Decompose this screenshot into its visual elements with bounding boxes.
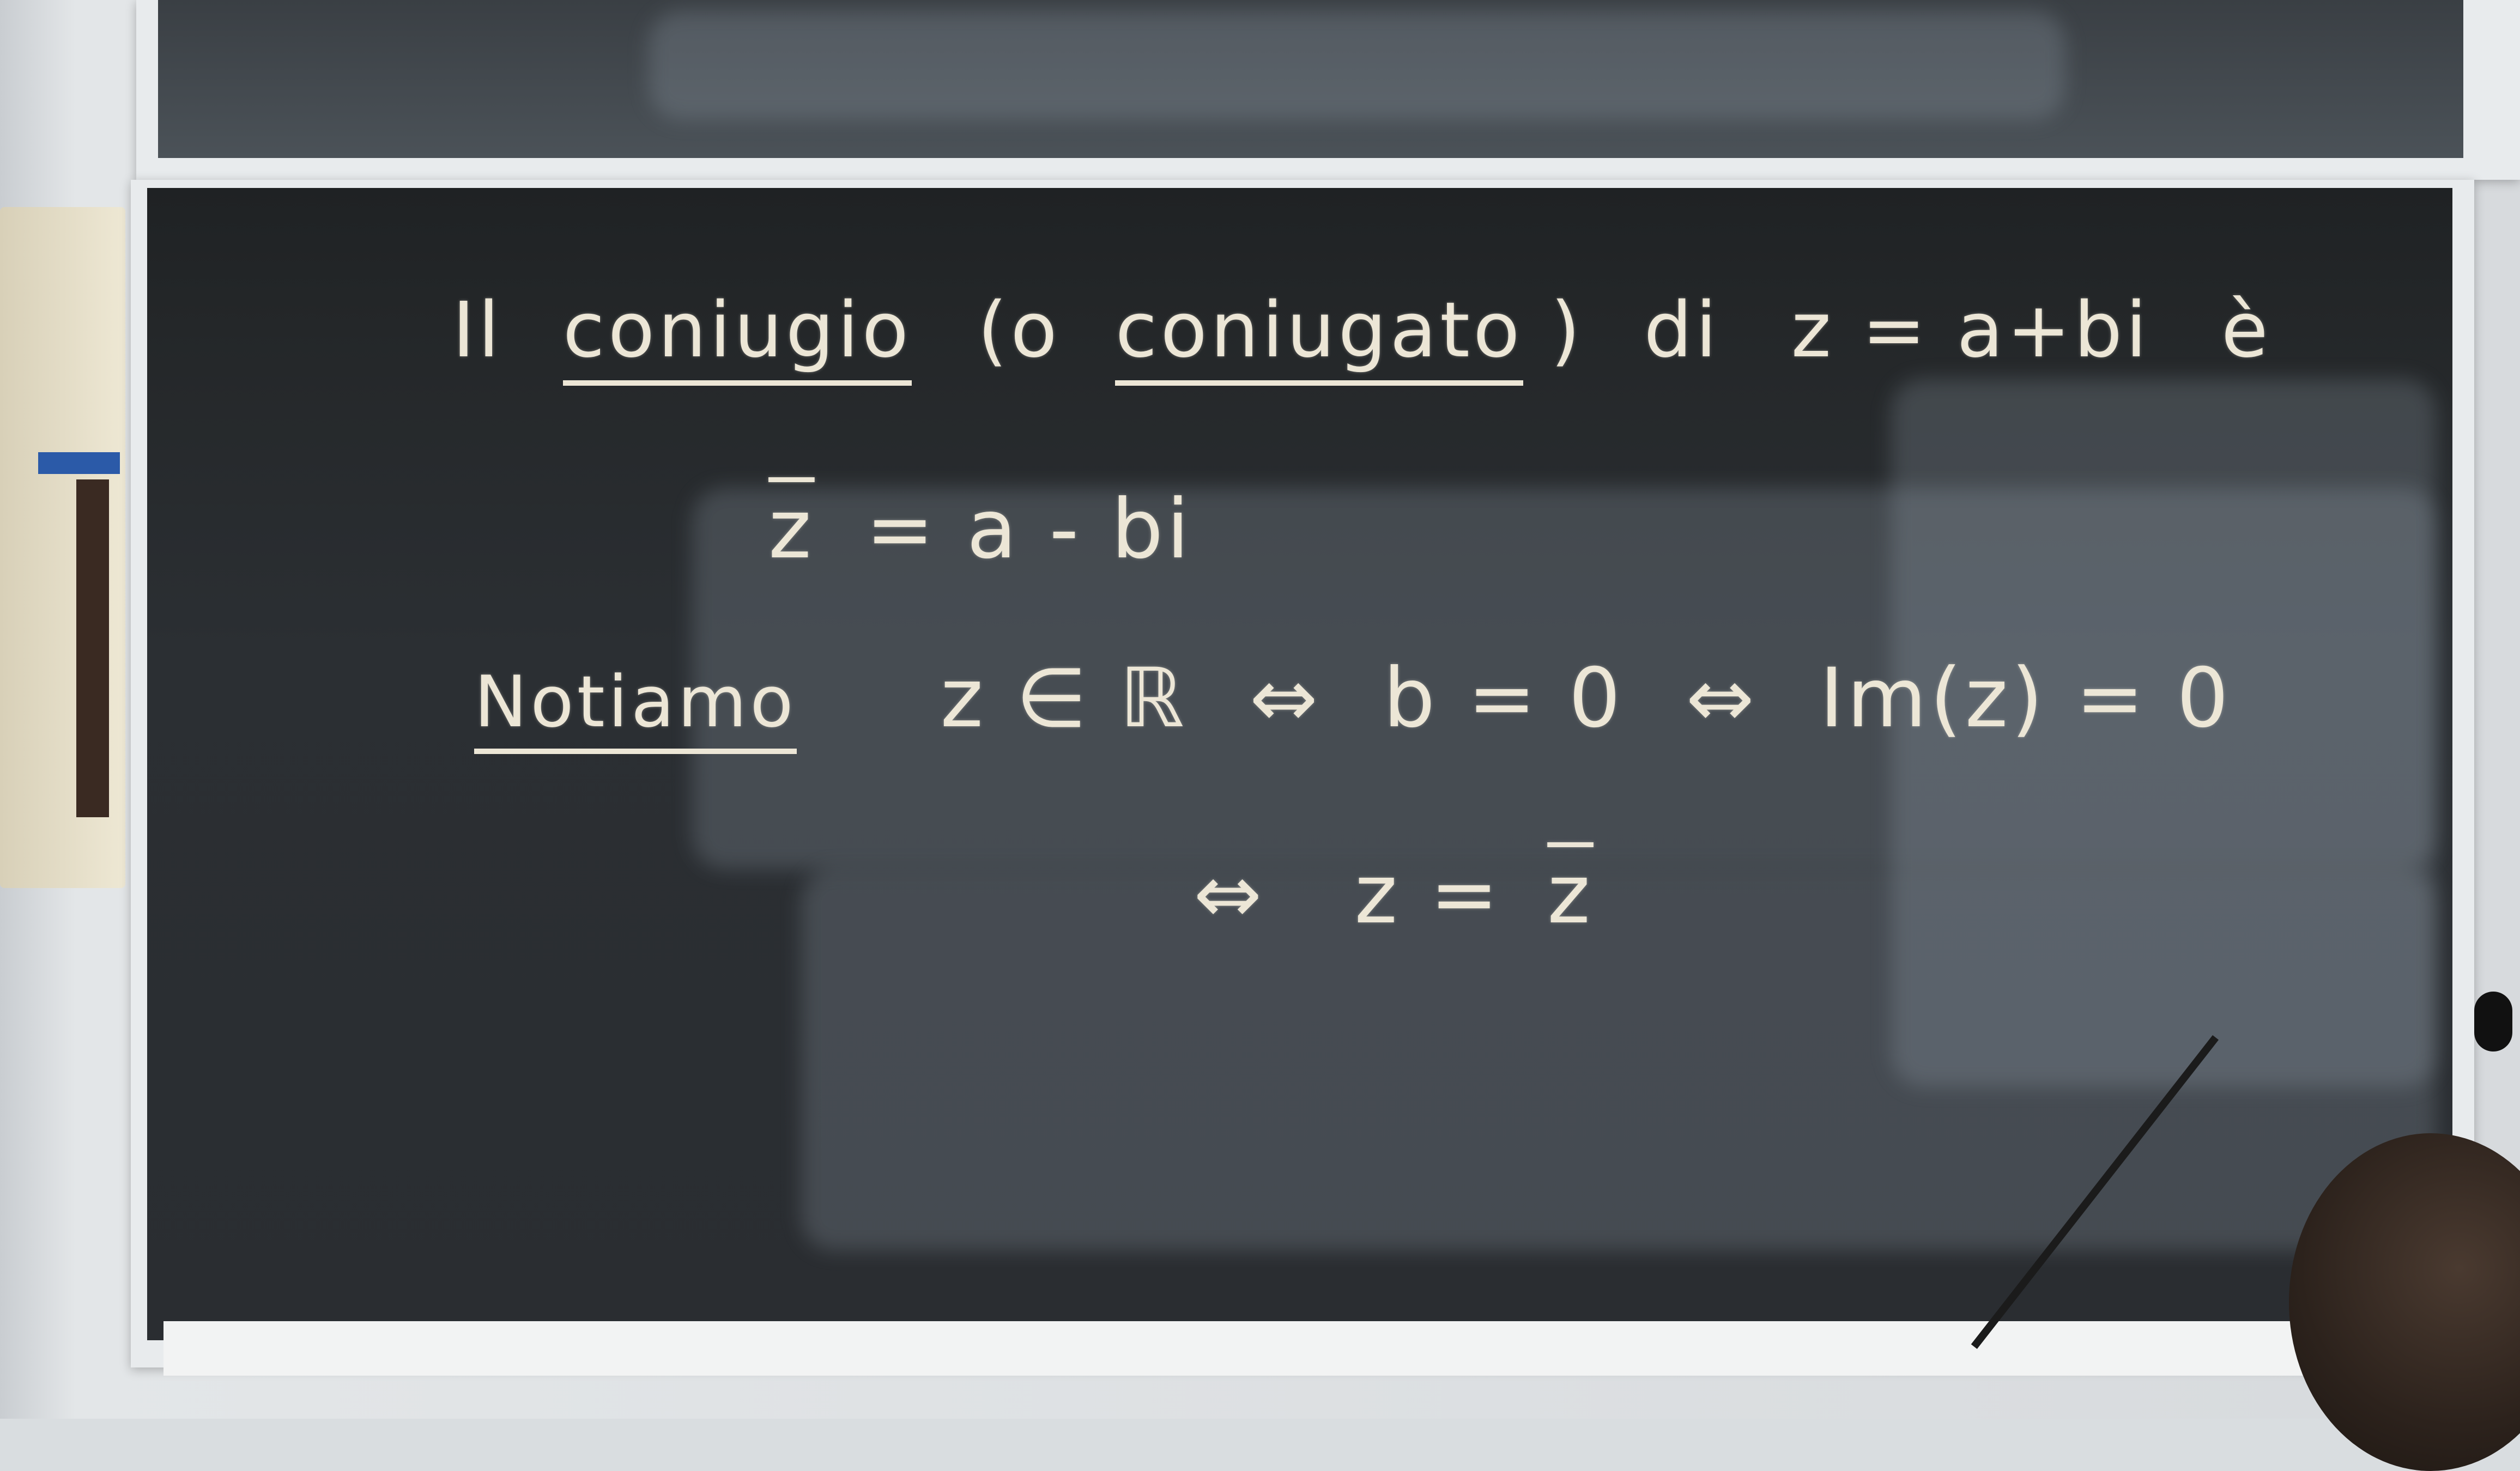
chalk-z-bar-2: $\overline{z}$ xyxy=(1547,847,1594,942)
chalk-line-2 xyxy=(768,482,1192,577)
blue-tag xyxy=(38,452,120,474)
chalk-word-e: è xyxy=(2221,286,2271,375)
chalk-conjugate-def: = a - bi xyxy=(865,482,1193,577)
chalk-iff-2: ⇔ xyxy=(1686,651,1758,746)
chalk-iff-1: ⇔ xyxy=(1249,651,1322,746)
eraser-smudge xyxy=(649,11,2065,120)
chalk-b-zero: b = 0 xyxy=(1383,651,1624,746)
chalk-z-bar: $\overline{z}$ xyxy=(768,482,815,577)
chalk-term-coniugio: coniugio xyxy=(563,286,912,386)
chalk-line-1 xyxy=(452,286,2271,375)
chalk-im-zero: Im(z) = 0 xyxy=(1819,651,2232,746)
main-blackboard xyxy=(147,188,2452,1340)
chalk-line-4 xyxy=(1194,847,1594,942)
chalk-line-3 xyxy=(474,651,2232,746)
top-blackboard xyxy=(158,0,2463,158)
chalk-ledge xyxy=(163,1321,2409,1376)
chalk-iff-3: ⇔ xyxy=(1194,847,1265,942)
chalk-z-in-r: z ∈ ℝ xyxy=(940,651,1188,746)
chalk-paren-close: ) xyxy=(1550,286,1584,375)
chalk-word-il: Il xyxy=(452,286,503,375)
side-stripe xyxy=(76,479,109,817)
chalk-word-di: di xyxy=(1644,286,1721,375)
chalk-paren-open: (o xyxy=(977,286,1061,375)
microphone-icon xyxy=(2474,992,2512,1051)
chalk-term-coniugato: coniugato xyxy=(1115,286,1523,386)
chalk-expression: z = a+bi xyxy=(1791,286,2151,375)
chalk-label-notiamo: Notiamo xyxy=(474,660,797,754)
chalk-z-equals: z = xyxy=(1354,847,1502,942)
